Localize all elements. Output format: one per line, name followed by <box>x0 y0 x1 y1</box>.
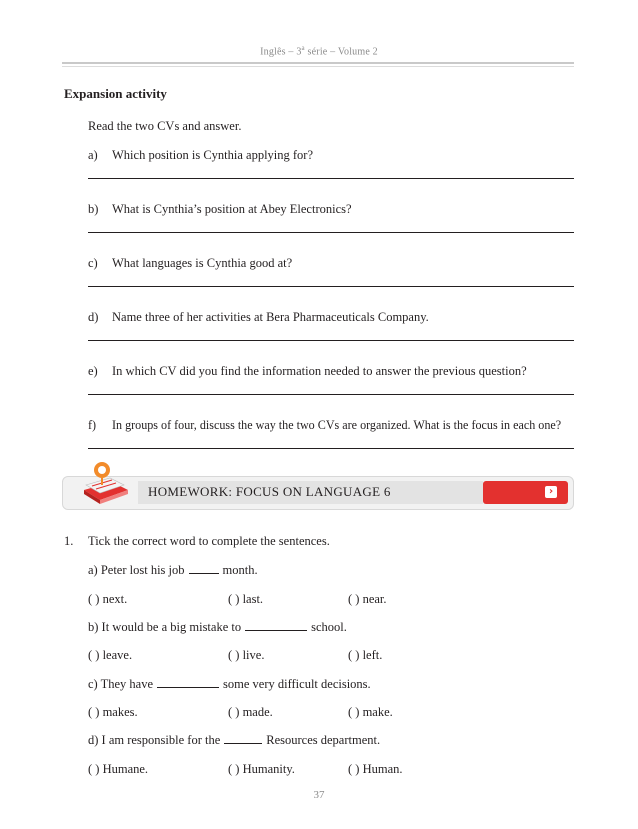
question-letter: c) <box>88 256 98 270</box>
section-title: Expansion activity <box>64 86 167 101</box>
question-a <box>88 148 313 163</box>
option-label: ( ) leave. <box>88 648 133 662</box>
option-label: ( ) last. <box>228 592 264 606</box>
option-label: ( ) left. <box>348 648 383 662</box>
option-row-b-1[interactable] <box>88 648 132 663</box>
option-label: ( ) near. <box>348 592 387 606</box>
option-label: ( ) made. <box>228 705 273 719</box>
option-row-d-3[interactable] <box>348 762 403 777</box>
option-row-c-1[interactable] <box>88 705 138 720</box>
question-f <box>88 418 561 433</box>
question-letter: b) <box>88 202 99 216</box>
option-row-a-2[interactable] <box>228 592 263 607</box>
blank-line[interactable] <box>245 629 307 631</box>
instruction-text: Read the two CVs and answer. <box>88 119 242 133</box>
sentence-a <box>88 563 258 578</box>
question-letter: f) <box>88 418 97 432</box>
question-letter: d) <box>88 310 99 324</box>
header-divider <box>62 62 574 64</box>
option-row-b-3[interactable] <box>348 648 382 663</box>
answer-line-d[interactable] <box>88 340 574 341</box>
option-label: ( ) Humane. <box>88 762 149 776</box>
question-letter: e) <box>88 364 98 378</box>
question-text: In which CV did you find the information needed to answer the previous question? <box>112 364 527 378</box>
homework-label: HOMEWORK: FOCUS ON LANGUAGE 6 <box>148 484 391 499</box>
running-header <box>0 44 638 57</box>
option-row-c-3[interactable] <box>348 705 393 720</box>
question-b <box>88 202 352 217</box>
exercise-number: 1. <box>64 534 74 548</box>
sentence-end: school. <box>311 620 347 634</box>
sentence-start: d) I am responsible for the <box>88 733 221 747</box>
question-d <box>88 310 429 325</box>
sentence-start: c) They have <box>88 677 154 691</box>
question-letter: a) <box>88 148 98 162</box>
blank-line[interactable] <box>224 742 262 744</box>
question-e <box>88 364 527 379</box>
question-text: What is Cynthia’s position at Abey Electronics? <box>112 202 352 216</box>
option-label: ( ) Human. <box>348 762 403 776</box>
header-prefix: Inglês – 3 <box>260 46 302 58</box>
option-label: ( ) next. <box>88 592 128 606</box>
header-suffix: série – Volume 2 <box>304 46 378 58</box>
sentence-start: a) Peter lost his job <box>88 563 185 577</box>
question-text: In groups of four, discuss the way the two CVs are organized. What is the focus in each one? <box>112 418 562 432</box>
option-row-a-3[interactable] <box>348 592 387 607</box>
option-row-a-1[interactable] <box>88 592 127 607</box>
sentence-start: b) It would be a big mistake to <box>88 620 242 634</box>
sentence-b <box>88 620 347 635</box>
option-row-b-2[interactable] <box>228 648 264 663</box>
question-text: What languages is Cynthia good at? <box>112 256 293 270</box>
exercise-instruction <box>64 534 330 549</box>
sentence-c <box>88 677 371 692</box>
option-row-d-1[interactable] <box>88 762 148 777</box>
answer-line-e[interactable] <box>88 394 574 395</box>
option-row-d-2[interactable] <box>228 762 295 777</box>
exercise-instruction-text: Tick the correct word to complete the sentences. <box>88 534 330 548</box>
header-sup: a <box>301 44 305 52</box>
chevron-right-icon[interactable]: › <box>545 486 557 498</box>
sentence-end: some very difficult decisions. <box>223 677 371 691</box>
option-label: ( ) make. <box>348 705 393 719</box>
homework-books-icon <box>78 460 134 506</box>
question-c <box>88 256 292 271</box>
answer-line-b[interactable] <box>88 232 574 233</box>
sentence-end: Resources department. <box>266 733 381 747</box>
header-divider-thin <box>62 66 574 67</box>
question-text: Which position is Cynthia applying for? <box>112 148 314 162</box>
answer-line-a[interactable] <box>88 178 574 179</box>
option-label: ( ) makes. <box>88 705 138 719</box>
sentence-d <box>88 733 380 748</box>
blank-line[interactable] <box>189 572 219 574</box>
answer-line-f[interactable] <box>88 448 574 449</box>
sentence-end: month. <box>222 563 258 577</box>
option-row-c-2[interactable] <box>228 705 273 720</box>
option-label: ( ) live. <box>228 648 265 662</box>
option-label: ( ) Humanity. <box>228 762 295 776</box>
page-number: 37 <box>313 789 325 801</box>
blank-line[interactable] <box>157 686 219 688</box>
question-text: Name three of her activities at Bera Pharmaceuticals Company. <box>112 310 429 324</box>
answer-line-c[interactable] <box>88 286 574 287</box>
